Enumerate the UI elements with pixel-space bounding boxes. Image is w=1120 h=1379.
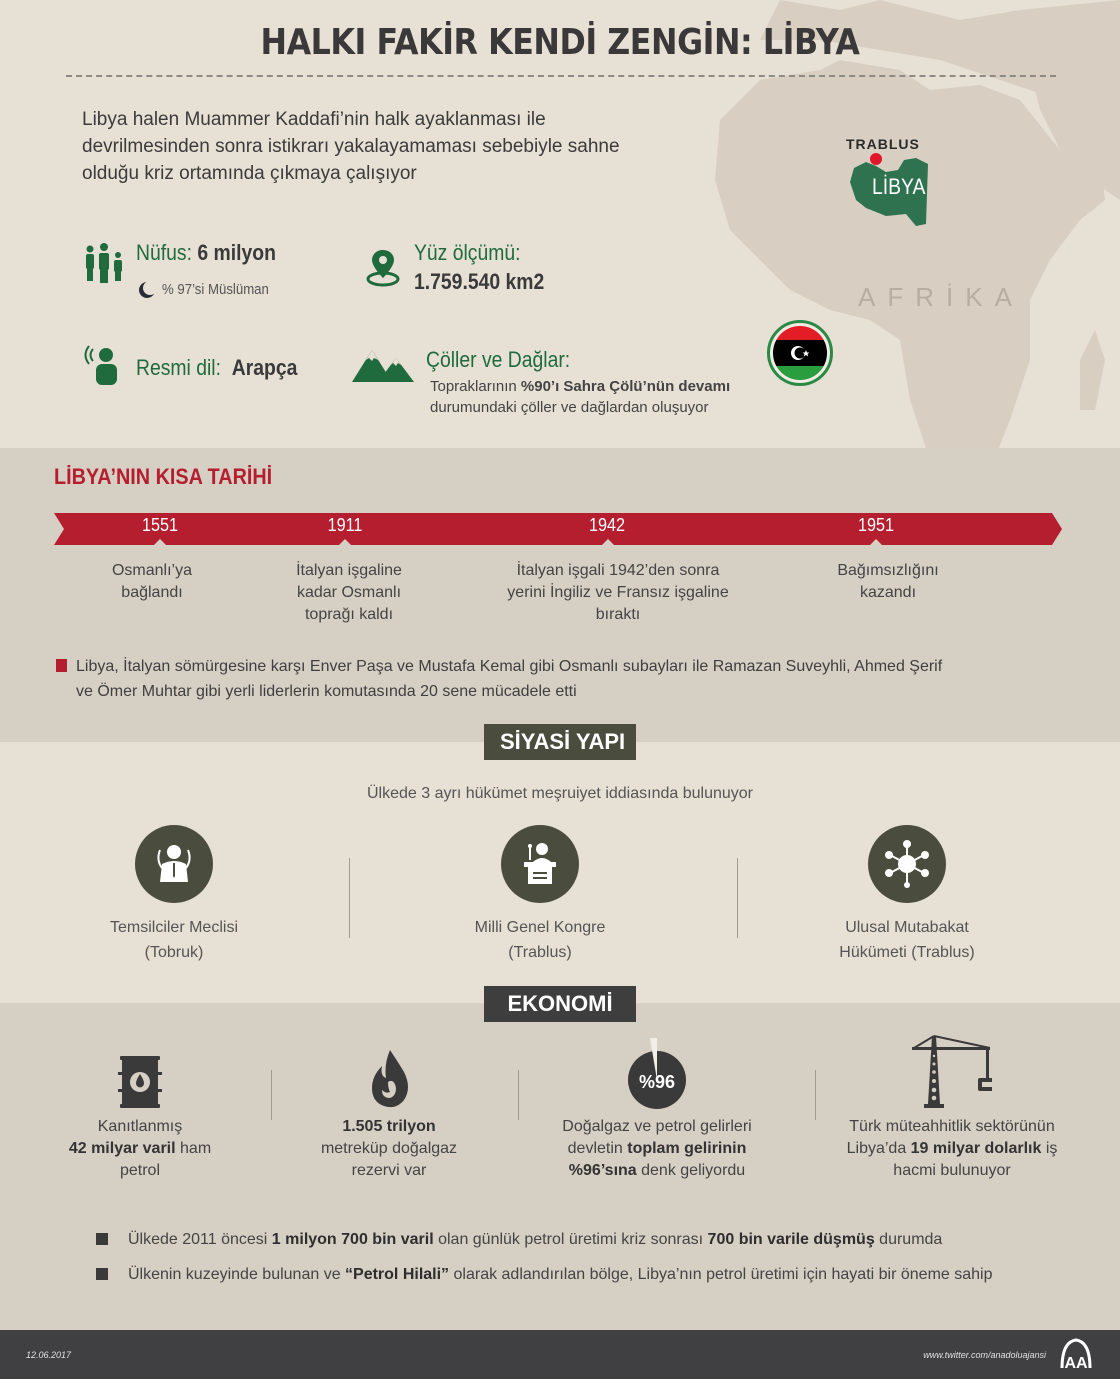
aa-logo-icon — [1058, 1338, 1094, 1377]
timeline-year: 1951 — [857, 515, 895, 535]
country-label: LİBYA — [872, 174, 926, 199]
bullet-square-icon — [96, 1268, 108, 1280]
politics-subtitle: Ülkede 3 ayrı hükümet meşruiyet iddiasında bulunuyor — [367, 785, 753, 802]
svg-text:AA: AA — [1064, 1355, 1088, 1372]
people-icon — [84, 243, 126, 285]
economy-item: Türk müteahhitlik sektörünün Libya’da 19 milyar dolarlık iş hacmi bulunuyor — [832, 1030, 1072, 1182]
speaker-person-icon — [84, 345, 120, 392]
timeline-event: Osmanlı’ya bağlandı — [111, 562, 193, 601]
capital-marker — [870, 153, 882, 165]
economy-title: EKONOMİ — [484, 986, 636, 1022]
title-divider — [66, 75, 1056, 77]
economy-item: Kanıtlanmış 42 milyar varil ham petrol — [20, 1030, 260, 1182]
timeline-bar — [54, 513, 1062, 545]
capital-label: TRABLUS — [846, 136, 920, 152]
network-icon — [868, 825, 946, 903]
terrain-desc: Topraklarının %90’ı Sahra Çölü’nün devamı durumundaki çöller ve dağlardan oluşuyor — [430, 378, 731, 416]
gas-flame-icon — [269, 1030, 509, 1110]
timeline-event: İtalyan işgali 1942’den sonra yerini İngiliz ve Fransız işgaline bıraktı — [507, 562, 729, 623]
divider — [518, 1070, 519, 1120]
population-label: Nüfus: 6 milyon — [136, 240, 276, 265]
population-stat — [84, 243, 126, 290]
timeline-year: 1551 — [141, 515, 179, 535]
economy-item: 1.505 trilyon metreküp doğalgaz rezervi var — [269, 1030, 509, 1182]
parliament-person-icon — [135, 825, 213, 903]
continent-label: AFRİKA — [858, 282, 1024, 312]
location-pin-icon — [365, 248, 401, 293]
crescent-icon — [138, 281, 156, 304]
intro-text: Libya halen Muammer Kaddafi’nin halk ayaklanması ile devrilmesinden sonra istikrarı yakalayamaması sebebiyle sahne olduğu kriz ortamında çıkmaya çalışıyor — [82, 109, 620, 184]
government-item: Ulusal Mutabakat Hükümeti (Trablus) — [787, 825, 1027, 965]
timeline-event: Bağımsızlığını kazandı — [837, 562, 939, 601]
government-item: Milli Genel Kongre (Trablus) — [420, 825, 660, 965]
economy-notes — [96, 1228, 992, 1298]
africa-map — [700, 0, 1120, 520]
divider — [349, 858, 350, 938]
economy-note: Ülkede 2011 öncesi 1 milyon 700 bin varil olan günlük petrol üretimi kriz sonrası 700 bin varile düşmüş durumda — [96, 1228, 992, 1263]
history-note: Libya, İtalyan sömürgesine karşı Enver Paşa ve Mustafa Kemal gibi Osmanlı subayları ile Ramazan Suveyhli, Ahmed Şerif ve Ömer Muhtar gibi yerli liderlerin komutasında 20 sene mücadele etti — [56, 654, 1016, 704]
footer — [0, 1330, 1120, 1379]
divider — [737, 858, 738, 938]
religion-stat: % 97’si Müslüman — [162, 281, 269, 298]
crane-icon — [832, 1030, 1072, 1110]
libya-flag — [767, 320, 833, 386]
timeline-year: 1942 — [588, 515, 626, 535]
government-item: Temsilciler Meclisi (Tobruk) — [54, 825, 294, 965]
bullet-square-icon — [56, 659, 67, 672]
oil-barrel-icon — [20, 1030, 260, 1110]
flag-icon — [773, 326, 827, 380]
pie-chart-icon — [537, 1030, 777, 1110]
area-label: Yüz ölçümü: — [414, 240, 521, 265]
language-label: Resmi dil: Arapça — [136, 355, 298, 380]
bullet-square-icon — [96, 1233, 108, 1245]
divider — [815, 1070, 816, 1120]
timeline-event: İtalyan işgaline kadar Osmanlı toprağı kaldı — [296, 562, 402, 623]
area-value: 1.759.540 km2 — [414, 269, 545, 294]
economy-item: %96 Doğalgaz ve petrol gelirleri devletin toplam gelirinin %96’sına denk geliyordu — [537, 1030, 777, 1182]
twitter-link[interactable]: www.twitter.com/anadoluajansi — [923, 1350, 1046, 1360]
publish-date: 12.06.2017 — [26, 1350, 72, 1360]
page-title: HALKI FAKİR KENDİ ZENGİN: LİBYA — [260, 22, 860, 63]
timeline-year: 1911 — [327, 515, 363, 535]
politics-title: SİYASİ YAPI — [484, 724, 636, 760]
svg-text:%96: %96 — [638, 1072, 676, 1092]
podium-speaker-icon — [501, 825, 579, 903]
history-title: LİBYA’NIN KISA TARİHİ — [54, 464, 273, 489]
mountains-icon — [352, 348, 414, 389]
terrain-label: Çöller ve Dağlar: — [426, 347, 571, 372]
economy-note: Ülkenin kuzeyinde bulunan ve “Petrol Hilali” olarak adlandırılan bölge, Libya’nın petrol üretimi için hayati bir öneme sahip — [96, 1263, 992, 1298]
